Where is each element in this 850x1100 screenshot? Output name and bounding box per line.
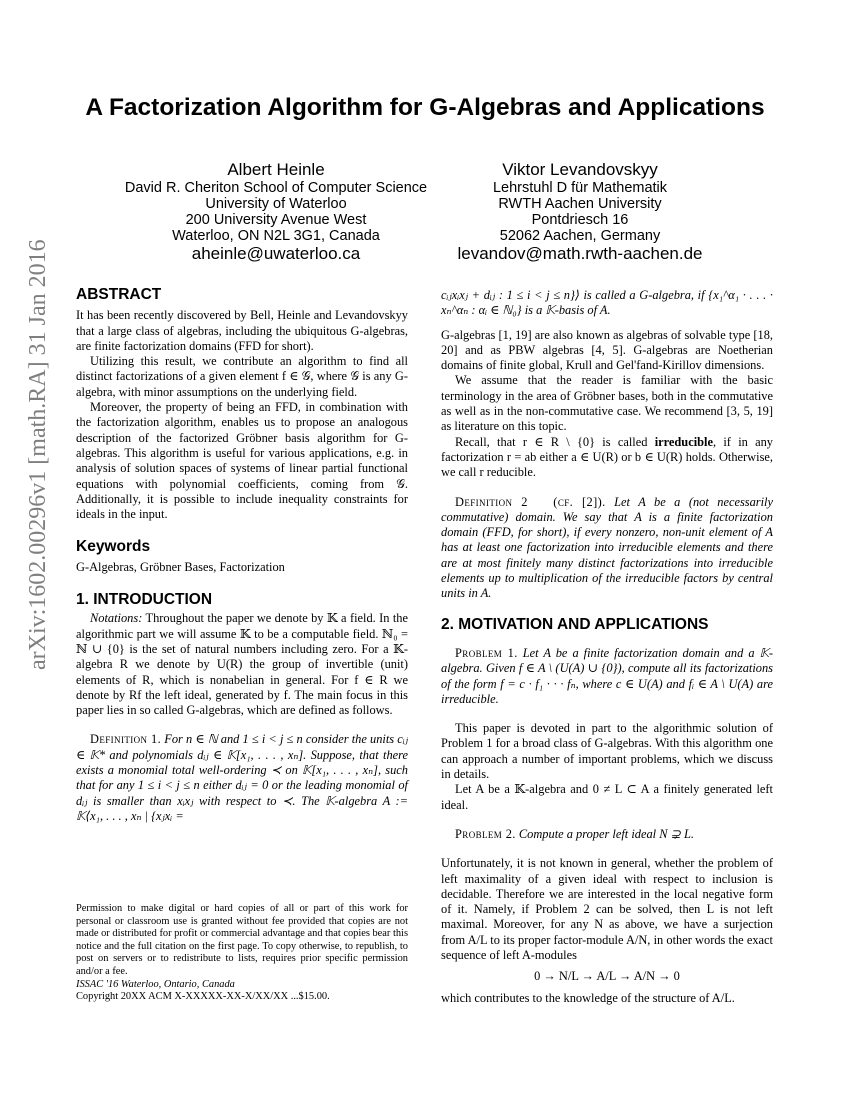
body-paragraph: [441, 435, 773, 481]
definition-2: [441, 495, 773, 602]
section-heading-motivation: 2. MOTIVATION AND APPLICATIONS: [441, 615, 709, 633]
problem-2: [441, 827, 773, 842]
notations-paragraph: [76, 611, 408, 718]
right-column: [441, 288, 773, 1006]
definition-1: [76, 732, 408, 824]
term-irreducible: irreducible: [654, 434, 713, 449]
arxiv-stamp: arXiv:1602.00296v1 [math.RA] 31 Jan 2016: [25, 239, 51, 670]
abstract-paragraph: Utilizing this result, we contribute an algorithm to find all distinct factorizations of a given element f ∈ 𝒢, where 𝒢 is any G-algebra, with minor assumptions on the underlying field.: [76, 354, 408, 399]
body-paragraph: which contributes to the knowledge of the structure of A/L.: [441, 990, 735, 1005]
abstract-paragraph: It has been recently discovered by Bell, Heinle and Levandovskyy that a large class of algebras, including the ubiquitous G-algebras, are finite factorization domains (FFD for short).: [76, 308, 408, 353]
author-affiliation: University of Waterloo: [205, 196, 347, 212]
problem-label: Problem 1.: [455, 645, 518, 660]
text-run: Recall, that r ∈ R \ {0} is called: [455, 434, 655, 449]
conference-venue: ISSAC '16 Waterloo, Ontario, Canada: [76, 978, 235, 990]
permission-text: Permission to make digital or hard copies of all or part of this work for personal or classroom use is granted without fee provided that copies are not made or distributed for profit or commercial advantage and that copies bear this notice and the full citation on the first page. To copy otherwise, to republish, to post on servers or to redistribute to lists, requires prior specific permission and/or a fee.: [76, 903, 408, 977]
notations-label: Notations:: [90, 611, 143, 626]
body-paragraph: This paper is devoted in part to the algorithmic solution of Problem 1 for a broad class of G-algebras. With this algorithm one can approach a number of important problems, which we discuss in details.: [441, 721, 773, 782]
problem-1: [441, 646, 773, 707]
problem-label: Problem 2.: [455, 826, 516, 841]
abstract-paragraph: Moreover, the property of being an FFD, in combination with the factorization algorithm, enables us to propose an analogous description of the factorized Gröbner basis algorithm for G-algebras. This algorithm is useful for various applications, e.g. in analysis of solution spaces of systems of linear partial functional equations with polynomial coefficients, coming from 𝒢. Additionally, it is possible to include inequality constraints for ideals in the input.: [76, 400, 408, 522]
definition-text: For n ∈ ℕ and 1 ≤ i < j ≤ n consider the units cᵢⱼ ∈ 𝕂* and polynomials dᵢⱼ ∈ 𝕂[x₁, . . . , xₙ]. Suppose, that there exists a monomial total well-ordering ≺ on 𝕂[x₁, . . . , xₙ], such that for any 1 ≤ i < j ≤ n either dᵢⱼ = 0 or the leading monomial of dᵢⱼ is smaller than xᵢxⱼ with respect to ≺. The 𝕂-algebra A := 𝕂⟨x₁, . . . , xₙ | {xⱼxᵢ =: [76, 732, 408, 823]
paper-title: A Factorization Algorithm for G-Algebras and Applications: [85, 94, 765, 121]
author-block-2: [414, 160, 746, 263]
exact-sequence-formula: 0 → N/L → A/L → A/N → 0: [534, 969, 680, 984]
body-paragraph: Let A be a 𝕂-algebra and 0 ≠ L ⊂ A a finitely generated left ideal.: [441, 782, 773, 812]
keywords-heading: Keywords: [76, 538, 151, 556]
problem-text: Let A be a finite factorization domain and a 𝕂-algebra. Given f ∈ A \ (U(A) ∪ {0}), compute all its factorizations of the form f = c · f₁ · · · fₙ, where c ∈ U(A) and fᵢ ∈ A \ U(A) are irreducible.: [441, 645, 773, 706]
author-affiliation: Lehrstuhl D für Mathematik: [492, 180, 668, 196]
body-paragraph: Unfortunately, it is not known in general, whether the problem of left maximality of a given ideal with respect to inclusion is decidable. Therefore we are interested in the local negative form of it. Namely, if Problem 2 can be solved, then L is not left maximal. Moreover, for any N as above, we have a surjection from A/L to its proper factor-module A/N, in other words the exact sequence of left A-modules: [441, 856, 773, 962]
keywords-text: G-Algebras, Gröbner Bases, Factorization: [76, 559, 285, 574]
copyright-line: Copyright 20XX ACM X-XXXXX-XX-X/XX/XX ...$15.00.: [76, 991, 330, 1003]
author-name: Viktor Levandovskyy: [502, 160, 658, 179]
author-affiliation: 52062 Aachen, Germany: [499, 228, 661, 244]
definition-citation: (cf. [2]).: [553, 494, 606, 509]
author-block-1: [110, 160, 442, 263]
definition-label: Definition 2: [455, 494, 528, 509]
definition-label: Definition 1.: [90, 732, 162, 747]
body-paragraph: G-algebras [1, 19] are also known as algebras of solvable type [18, 20] and as PBW algebras [4, 5]. G-algebras are Noetherian domains of finite global, Krull and Gel'fand-Kirillov dimensions.: [441, 327, 773, 373]
body-paragraph: We assume that the reader is familiar with the basic terminology in the area of Gröbner bases, both in the commutative as well as in the non-commutative case. We recommend [3, 5, 19] as literature on this topic.: [441, 373, 773, 434]
author-email: aheinle@uwaterloo.ca: [191, 244, 361, 263]
left-column: [76, 287, 408, 824]
problem-text: Compute a proper left ideal N ⊋ L.: [515, 826, 695, 841]
author-name: Albert Heinle: [227, 160, 325, 179]
author-email: levandov@math.rwth-aachen.de: [457, 244, 703, 263]
abstract-heading: ABSTRACT: [76, 286, 162, 303]
author-affiliation: RWTH Aachen University: [498, 196, 662, 212]
definition-text: Let A be a (not necessarily commutative) domain. We say that A is a finite factorization domain (FFD, for short), if every nonzero, non-unit element of A has at least one factorization into irreducible elements and there are at most finitely many distinct factorizations into irreducible elements up to multiplication of the irreducible factors by central units in A.: [441, 494, 773, 601]
author-affiliation: David R. Cheriton School of Computer Science: [124, 180, 428, 196]
definition-1-continued: cᵢⱼxᵢxⱼ + dᵢⱼ : 1 ≤ i < j ≤ n}⟩ is called a G-algebra, if {x₁^α₁ · . . . · xₙ^αₙ : αᵢ ∈ ℕ₀} is a 𝕂-basis of A.: [441, 288, 773, 318]
notations-text: Throughout the paper we denote by 𝕂 a field. In the algorithmic part we will assume 𝕂 to be a computable field. ℕ₀ = ℕ ∪ {0} is the set of natural numbers including zero. For a 𝕂-algebra R we denote by U(R) the group of invertible (unit) elements of R, which is nonabelian in general. For f ∈ R we denote by Rf the left ideal, generated by f. The main focus in this paper lies in so called G-algebras, which are defined as follows.: [76, 611, 408, 718]
author-affiliation: Waterloo, ON N2L 3G1, Canada: [172, 228, 380, 244]
text-run: , if in any factorization r = ab either a ∈ U(R) or b ∈ U(R) holds. Otherwise, we call r reducible.: [441, 434, 773, 480]
author-affiliation: 200 University Avenue West: [185, 212, 367, 228]
section-heading-introduction: 1. INTRODUCTION: [76, 591, 213, 609]
permission-footnote: [76, 903, 408, 1004]
author-affiliation: Pontdriesch 16: [531, 212, 629, 228]
